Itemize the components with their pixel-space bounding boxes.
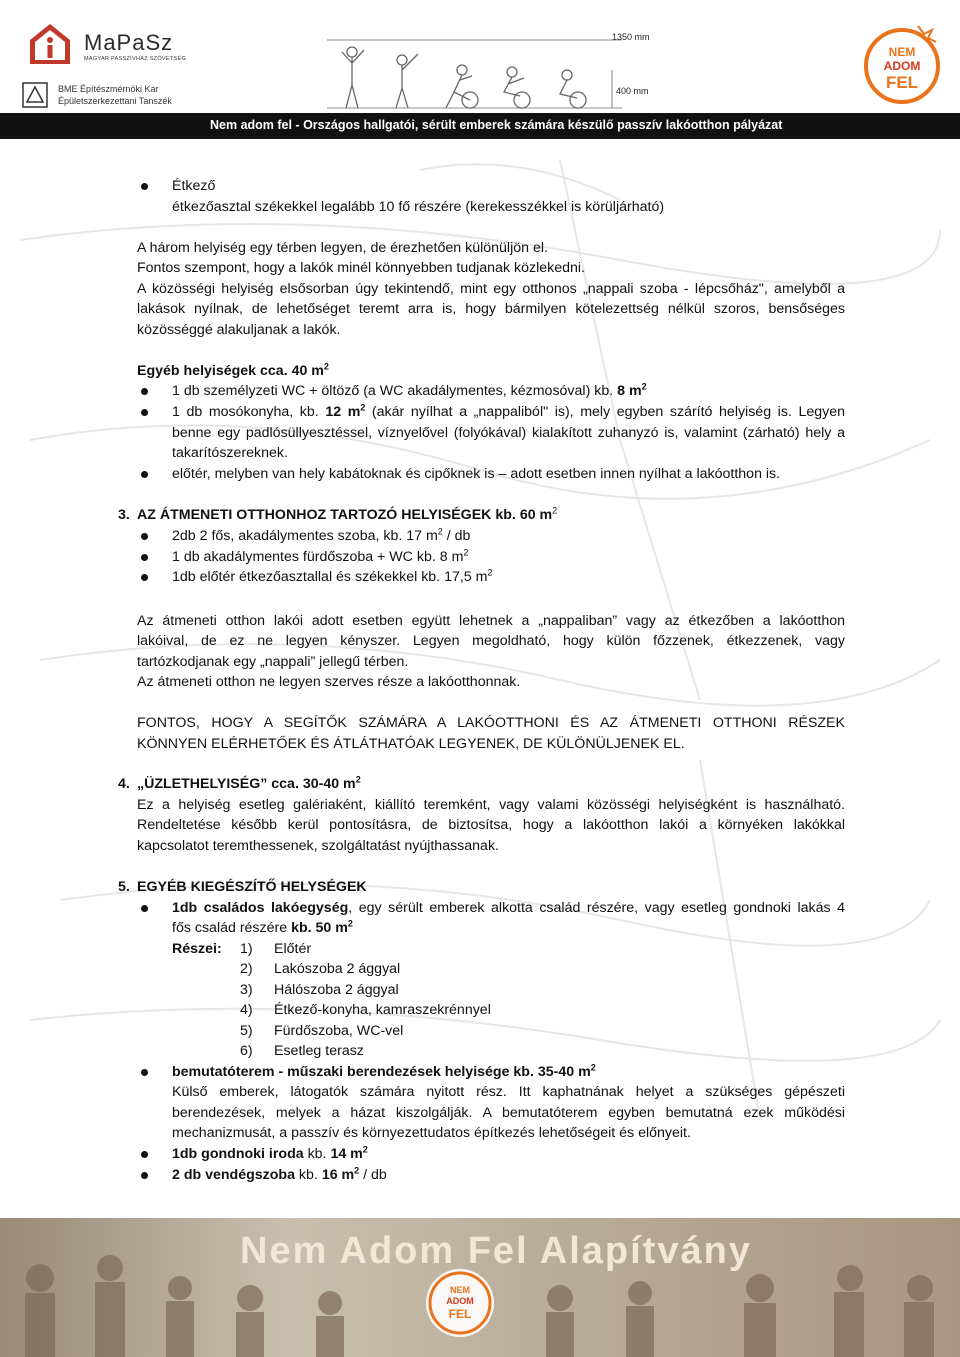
bullet-icon <box>141 533 148 540</box>
org-name: MaPaSz <box>84 30 174 55</box>
part-text: Lakószoba 2 ággyal <box>274 961 401 977</box>
bme-line-1: BME Építészmérnöki Kar <box>58 84 159 94</box>
dimension-bottom: 400 mm <box>616 86 649 96</box>
footer-title: Nem Adom Fel Alapítvány <box>240 1230 752 1272</box>
paragraph-1-line-2: Fontos szempont, hogy a lakók minél könnyebben tudjanak közlekedni. <box>137 260 585 276</box>
section-3-item-2: 1 db akadálymentes fürdőszoba + WC kb. 8 $m^2$ <box>172 547 469 565</box>
mapasz-logo-icon <box>28 22 72 66</box>
paragraph-3-line-1: Az átmeneti otthon lakói adott esetben együtt lehetnek a „nappaliban” vagy az étkezőben a lakóotthon <box>137 613 845 629</box>
footer-logo-word-2: ADOM <box>446 1296 474 1306</box>
part-text: Hálószoba 2 ággyal <box>274 982 399 998</box>
etkezo-text: étkezőasztal székekkel legalább 10 fő részére (kerekesszékkel is körüljárható) <box>172 199 665 215</box>
logo-word-1: NEM <box>888 45 916 59</box>
section-3-item-3: 1db előtér étkezőasztallal és székekkel kb. 17,5 $m^2$ <box>172 567 493 585</box>
part-number: 5) <box>240 1023 253 1039</box>
paragraph-3-line-3: tartózkodjanak egy „nappali” jellegű térben. <box>137 654 409 670</box>
section-5-item-2-line-1: Külső emberek, látogatók számára nyitott rész. Itt kaphatnának helyet a szükséges gépészeti <box>172 1084 845 1100</box>
section-4-title: „ÜZLETHELYISÉG” cca. 30-40 $m^2$ <box>137 774 361 792</box>
section-5-item-1-line-2: fős család részére kb. 50 $m^2$ <box>172 918 353 936</box>
bme-line-2: Épületszerkezettani Tanszék <box>58 96 172 106</box>
paragraph-3-line-2: lakóival, de ez ne legyen kényszer. Legyen megoldható, hogy külön főzzenek, étkezzenek, vagy <box>137 633 845 649</box>
paragraph-2-line-3: közösséggé alakuljanak a lakók. <box>137 322 341 338</box>
egyeb-item-1: 1 db személyzeti WC + öltöző (a WC akadálymentes, kézmosóval) kb. 8 $m^2$ <box>172 381 647 399</box>
paragraph-2-line-1: A közösségi helyiség elsősorban úgy tekintendő, mint egy otthonos „nappali szoba - lépcsőház", amelyből a <box>137 281 845 297</box>
bullet-icon <box>141 574 148 581</box>
part-text: Fürdőszoba, WC-vel <box>274 1023 404 1039</box>
section-5-item-2-line-2: berendezések, melyek a házat kiszolgálják. A bemutatóterem egyben bemutatná ezek működési <box>172 1105 845 1121</box>
section-3-number: 3. <box>118 507 130 523</box>
caps-line-1: FONTOS, HOGY A SEGÍTŐK SZÁMÁRA A LAKÓOTTHONI ÉS AZ ÁTMENETI OTTHONI RÉSZEK <box>137 715 845 731</box>
reszei-label: Részei: <box>172 941 222 957</box>
dimension-top: 1350 mm <box>612 32 650 42</box>
part-text: Előtér <box>274 941 312 957</box>
logo-word-3: FEL <box>885 73 919 92</box>
bullet-icon <box>141 1069 148 1076</box>
nem-adom-fel-logo-icon <box>858 18 948 108</box>
bullet-icon <box>141 388 148 395</box>
org-subtitle: MAGYAR PASSZÍVHÁZ SZÖVETSÉG <box>84 56 187 62</box>
egyeb-title: Egyéb helyiségek cca. 40 $m^2$ <box>137 361 329 379</box>
section-5-item-3: 1db gondnoki iroda kb. 14 $m^2$ <box>172 1144 368 1162</box>
section-3-item-1: 2db 2 fős, akadálymentes szoba, kb. 17 $m^2$ / db <box>172 526 471 544</box>
banner-text: Nem adom fel - Országos hallgatói, sérült emberek számára készülő passzív lakóotthon pályázat <box>210 118 783 132</box>
part-number: 1) <box>240 941 253 957</box>
ergonomic-figures-illustration <box>322 30 652 110</box>
footer-logo-icon <box>430 1273 490 1333</box>
paragraph-4-line-1: Ez a helyiség esetleg galériaként, kiállító teremként, vagy valami közösségi helyiségként is használható. <box>137 797 845 813</box>
part-number: 4) <box>240 1002 253 1018</box>
section-5-number: 5. <box>118 879 130 895</box>
section-4-number: 4. <box>118 776 130 792</box>
egyeb-item-2-line-2: benne egy padlósüllyesztéssel, víznyelővel (folyókával) kialakított zuhanyzó is, valamint (zárható) hely a <box>172 425 845 441</box>
part-text: Esetleg terasz <box>274 1043 364 1059</box>
part-text: Étkező-konyha, kamraszekrénnyel <box>274 1002 491 1018</box>
bullet-icon <box>141 1172 148 1179</box>
part-number: 2) <box>240 961 253 977</box>
bullet-icon <box>141 1151 148 1158</box>
paragraph-3-line-4: Az átmeneti otthon ne legyen szerves része a lakóotthonnak. <box>137 674 521 690</box>
section-5-title: EGYÉB KIEGÉSZÍTŐ HELYSÉGEK <box>137 879 367 895</box>
section-3-title: AZ ÁTMENETI OTTHONHOZ TARTOZÓ HELYISÉGEK kb. 60 $m^2$ <box>137 505 558 523</box>
bullet-icon <box>141 905 148 912</box>
section-5-item-1-line-1: 1db családos lakóegység, egy sérült emberek alkotta család részére, vagy esetleg gondnoki lakás 4 <box>172 900 845 916</box>
section-5-item-2-title: bemutatóterem - műszaki berendezések helyisége kb. 35-40 $m^2$ <box>172 1062 596 1080</box>
bullet-icon <box>141 183 148 190</box>
bullet-icon <box>141 554 148 561</box>
logo-word-2: ADOM <box>883 59 921 73</box>
egyeb-item-3: előtér, melyben van hely kabátoknak és cipőknek is – adott esetben innen nyílhat a lakóotthon is. <box>172 466 781 482</box>
paragraph-4-line-2: Rendeltetése később kerül pontosításra, de biztosítsa, hogy a lakóotthon lakói a környéken lakókkal <box>137 817 845 833</box>
footer-logo-word-1: NEM <box>450 1285 470 1295</box>
bullet-icon <box>141 409 148 416</box>
etkezo-title: Étkező <box>172 178 216 194</box>
part-number: 6) <box>240 1043 253 1059</box>
egyeb-item-2-line-3: takarítószereknek. <box>172 445 288 461</box>
paragraph-4-line-3: kapcsolatot teremthessenek, szolgáltatást nyújthassanak. <box>137 838 499 854</box>
bme-logo-icon <box>22 82 48 108</box>
egyeb-item-2-line-1: 1 db mosókonyha, kb. 12 $m^2$ (akár nyílhat a „nappaliból" is), mely egyben szárító helyiség is. Legyen <box>172 402 845 420</box>
paragraph-2-line-2: lakások nyílnak, de lehetőséget teremt arra is, hogy bármilyen kötelezettség nélkül szoros, bensőséges <box>137 301 845 317</box>
section-5-item-4: 2 db vendégszoba kb. 16 $m^2$ / db <box>172 1165 387 1183</box>
bullet-icon <box>141 471 148 478</box>
caps-line-2: KÖNNYEN ELÉRHETŐEK ÉS ÁTLÁTHATÓAK LEGYENEK, DE KÜLÖNÜLJENEK EL. <box>137 736 685 752</box>
section-5-item-2-line-3: mechanizmusát, a passzív és környezettudatos építkezés lehetőségeit és előnyeit. <box>172 1125 691 1141</box>
paragraph-1-line-1: A három helyiség egy térben legyen, de érezhetően különüljön el. <box>137 240 548 256</box>
footer-logo-word-3: FEL <box>448 1307 472 1321</box>
part-number: 3) <box>240 982 253 998</box>
